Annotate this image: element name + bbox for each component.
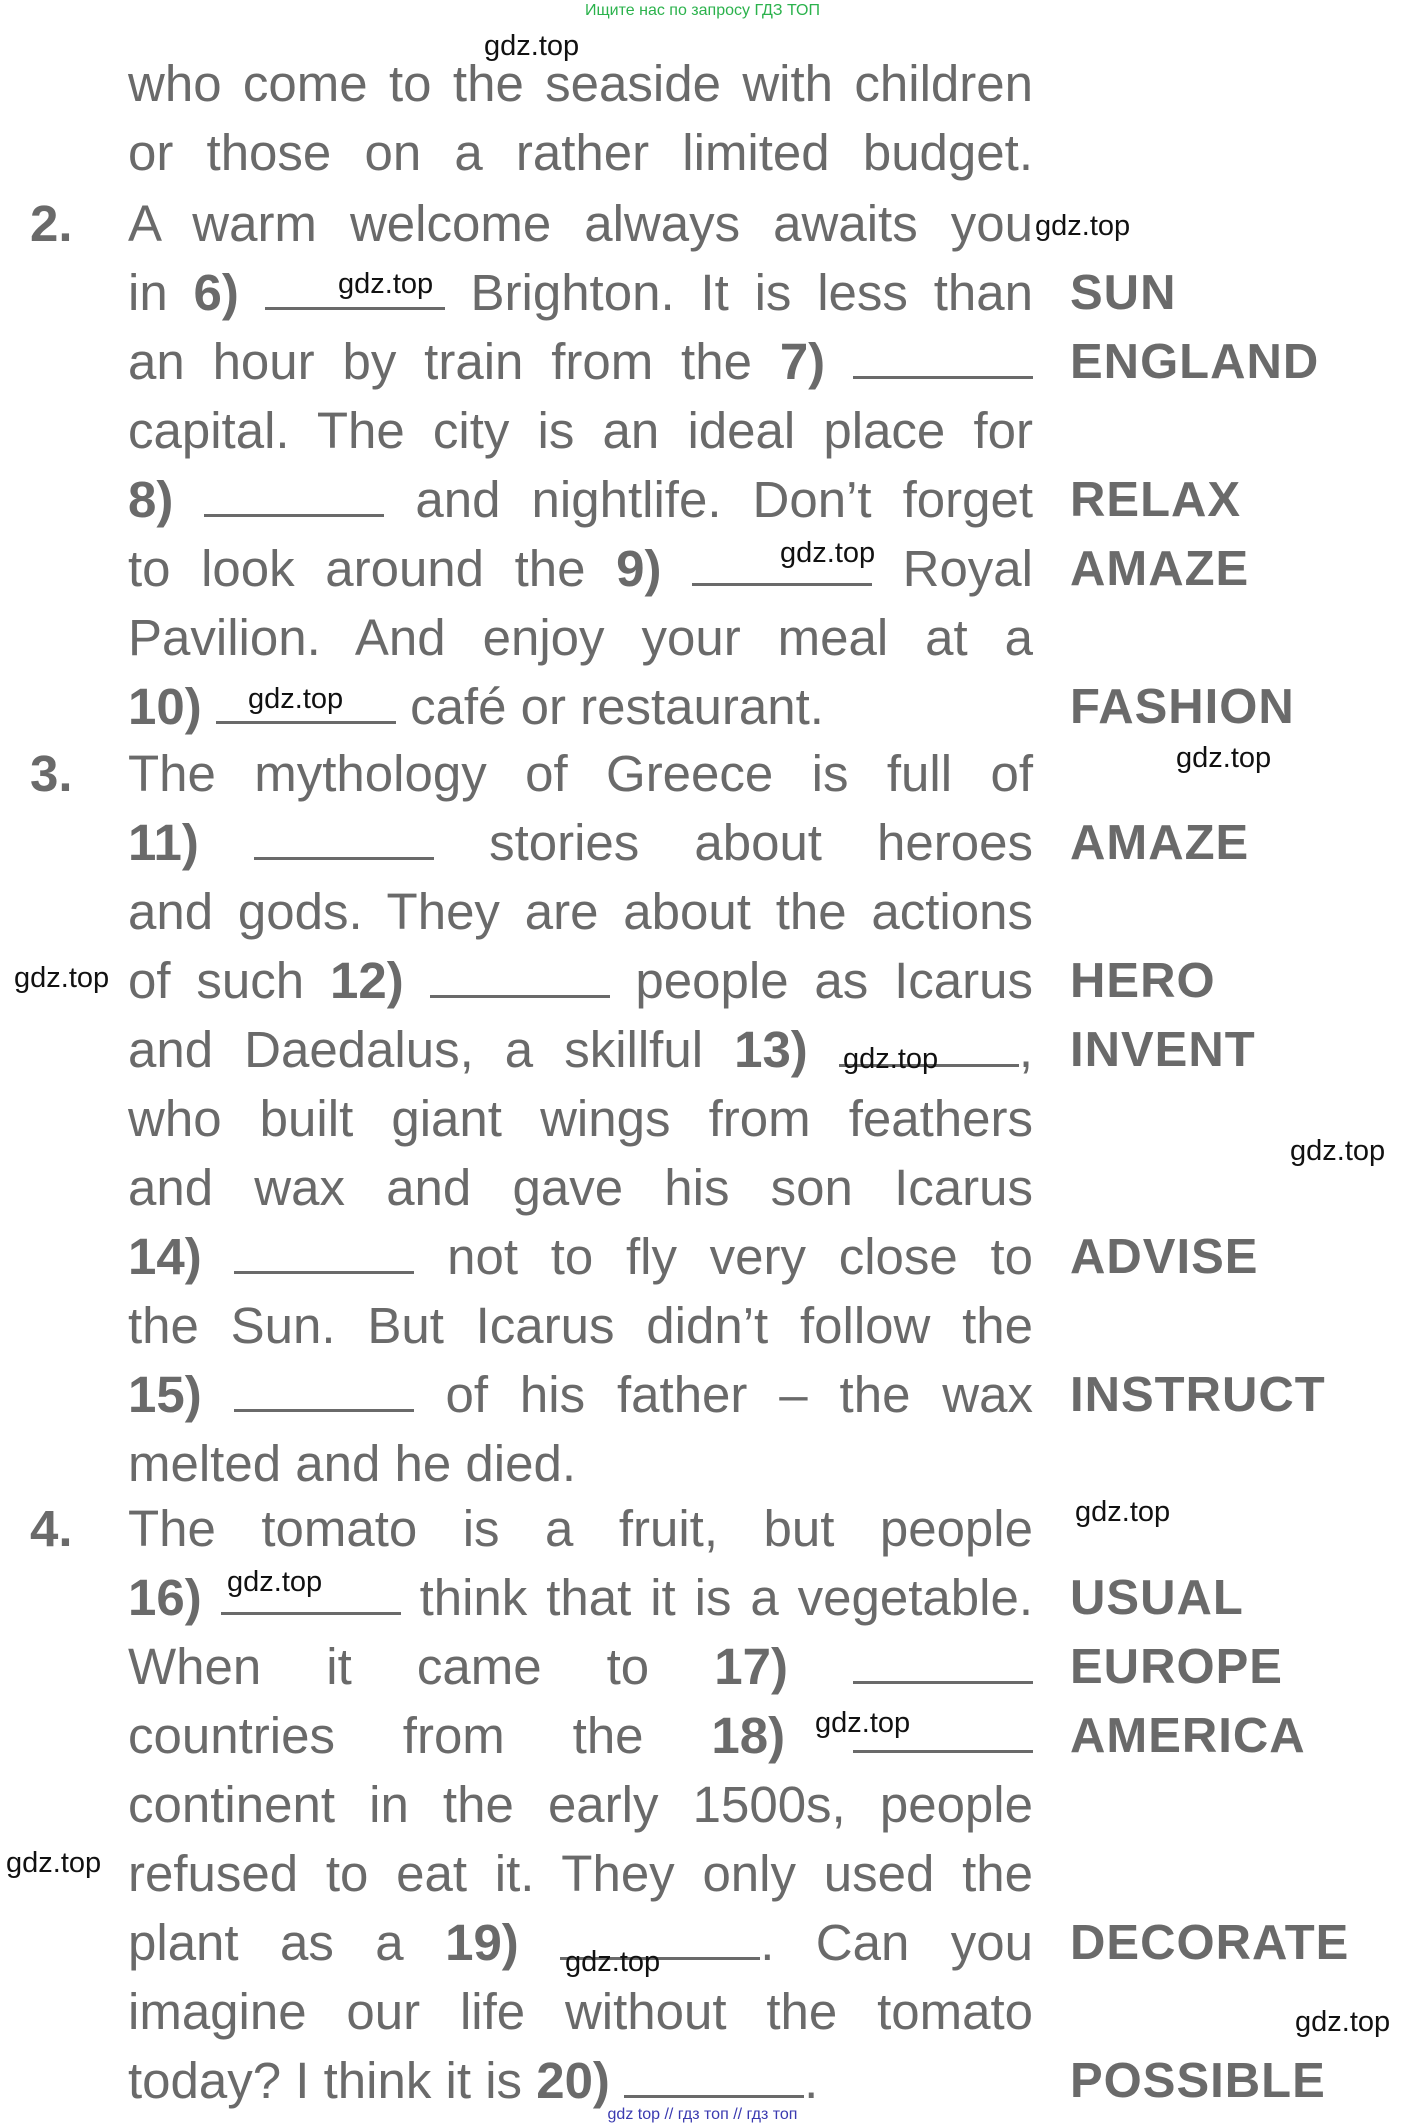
section-number: 2. [30, 195, 73, 252]
keyword: ADVISE [1070, 1230, 1259, 1284]
text-line: The mythology of Greece is full of [128, 745, 1033, 802]
watermark: gdz.top [1075, 1496, 1171, 1528]
text-line: Pavilion. And enjoy your meal at a [128, 609, 1033, 666]
gap-number: 13) [734, 1021, 808, 1078]
text-line: melted and he died. [128, 1435, 576, 1492]
text-line: of such 12) people as Icarus [128, 952, 1034, 1009]
text-line: who built giant wings from feathers [128, 1090, 1033, 1147]
watermark: gdz.top [815, 1707, 911, 1739]
text-line: who come to the seaside with children [128, 55, 1033, 112]
answer-blank[interactable] [853, 1641, 1033, 1684]
text-line: an hour by train from the 7) [128, 328, 1033, 396]
text-line: A warm welcome always awaits you [128, 195, 1033, 252]
keyword: INVENT [1070, 1023, 1256, 1077]
top-banner: Ищите нас по запросу ГДЗ ТОП [585, 2, 820, 19]
watermark: gdz.top [780, 537, 876, 569]
text-line: refused to eat it. They only used the [128, 1845, 1033, 1902]
text-line: and wax and gave his son Icarus [128, 1159, 1033, 1216]
keyword: SUN [1070, 266, 1177, 320]
footer-watermark: gdz top // гдз топ // гдз топ [607, 2106, 798, 2123]
answer-blank[interactable] [853, 336, 1033, 379]
watermark: gdz.top [14, 962, 110, 994]
gap-number: 11) [128, 814, 199, 871]
keyword: RELAX [1070, 473, 1242, 527]
gap-number: 20) [536, 2052, 610, 2109]
text-line: 14) not to fly very close to [128, 1228, 1033, 1285]
watermark: gdz.top [1290, 1135, 1386, 1167]
text-line: When it came to 17) [128, 1633, 1033, 1701]
gap-number: 17) [714, 1638, 788, 1695]
section-number: 3. [30, 745, 73, 802]
text-line: to look around the 9) Royal [128, 540, 1033, 597]
gap-number: 16) [128, 1569, 202, 1626]
keyword: AMAZE [1070, 816, 1250, 870]
text-line: 11) stories about heroes [128, 814, 1033, 871]
watermark: gdz.top [1035, 210, 1131, 242]
gap-number: 7) [779, 333, 826, 390]
keyword: INSTRUCT [1070, 1368, 1326, 1422]
answer-blank[interactable] [234, 1231, 414, 1274]
answer-blank[interactable] [234, 1369, 414, 1412]
keyword: ENGLAND [1070, 335, 1320, 389]
text-line: plant as a 19) . Can you [128, 1914, 1034, 1971]
text-line: today? I think it is 20) . [128, 2052, 819, 2109]
keyword: AMAZE [1070, 542, 1250, 596]
keyword: USUAL [1070, 1571, 1244, 1625]
text-line: 8) and nightlife. Don’t forget [128, 471, 1034, 528]
text-line: countries from the 18) [128, 1702, 1033, 1770]
watermark: gdz.top [248, 683, 344, 715]
answer-blank[interactable] [430, 955, 610, 998]
text-line: and gods. They are about the actions [128, 883, 1033, 940]
gap-number: 14) [128, 1228, 202, 1285]
gap-number: 10) [128, 678, 202, 735]
text-line: continent in the early 1500s, people [128, 1776, 1033, 1833]
keyword: DECORATE [1070, 1916, 1350, 1970]
keyword: HERO [1070, 954, 1216, 1008]
gap-number: 19) [445, 1914, 519, 1971]
text-line: 10) café or restaurant. [128, 678, 824, 735]
watermark: gdz.top [338, 268, 434, 300]
answer-blank[interactable] [204, 474, 384, 517]
watermark: gdz.top [1295, 2006, 1391, 2038]
keyword: AMERICA [1070, 1709, 1306, 1763]
watermark: gdz.top [6, 1847, 102, 1879]
gap-number: 15) [128, 1366, 202, 1423]
text-line: or those on a rather limited budget. [128, 124, 1033, 181]
text-line: 16) think that it is a vegetable. [128, 1569, 1033, 1626]
text-line: and Daedalus, a skillful 13) , [128, 1021, 1033, 1078]
text-line: 15) of his father – the wax [128, 1366, 1034, 1423]
watermark: gdz.top [227, 1566, 323, 1598]
text-line: capital. The city is an ideal place for [128, 402, 1033, 459]
watermark: gdz.top [565, 1946, 661, 1978]
keyword: FASHION [1070, 680, 1295, 734]
keyword: EUROPE [1070, 1640, 1283, 1694]
watermark: gdz.top [843, 1043, 939, 1075]
watermark: gdz.top [1176, 742, 1272, 774]
answer-blank[interactable] [254, 817, 434, 860]
text-line: in 6) Brighton. It is less than [128, 264, 1033, 321]
text-line: the Sun. But Icarus didn’t follow the [128, 1297, 1033, 1354]
section-number: 4. [30, 1500, 73, 1557]
gap-number: 6) [193, 264, 239, 321]
answer-blank[interactable] [624, 2055, 804, 2098]
gap-number: 12) [329, 952, 404, 1009]
gap-number: 9) [616, 540, 662, 597]
gap-number: 18) [711, 1707, 786, 1764]
watermark: gdz.top [484, 30, 580, 62]
gap-number: 8) [128, 471, 174, 528]
keyword: POSSIBLE [1070, 2054, 1326, 2108]
text-line: The tomato is a fruit, but people [128, 1500, 1033, 1557]
text-line: imagine our life without the tomato [128, 1983, 1033, 2040]
